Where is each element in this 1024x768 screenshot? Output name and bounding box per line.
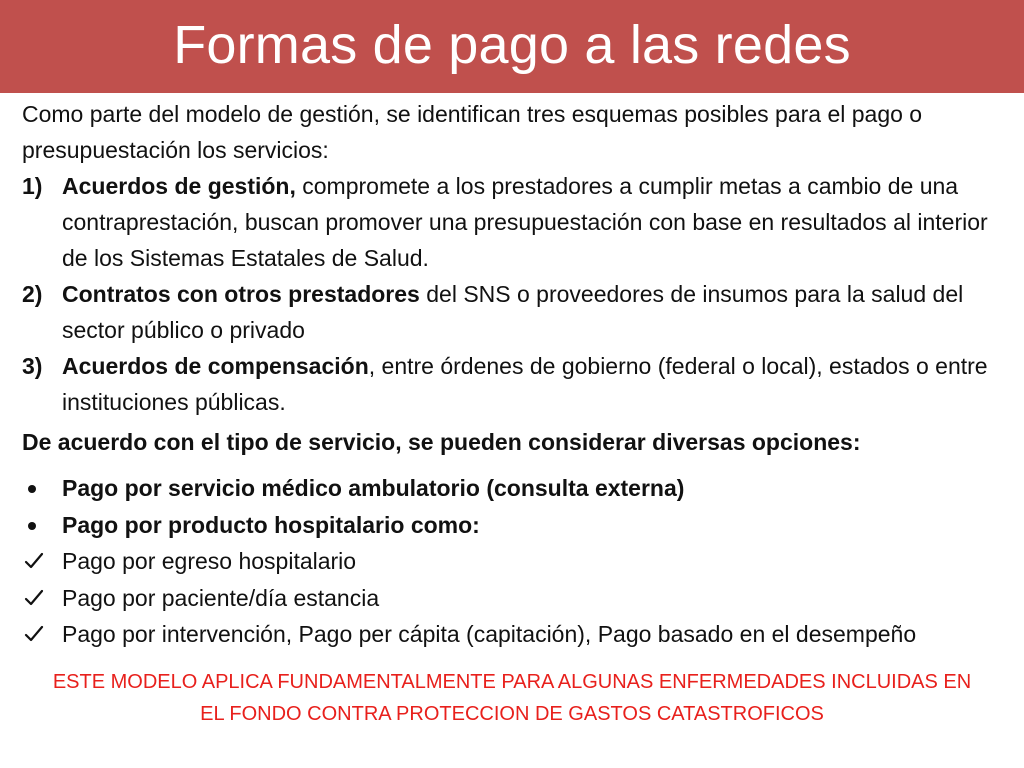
checkmark-icon xyxy=(24,624,44,644)
item-number: 3) xyxy=(22,353,43,379)
title-bar xyxy=(0,0,1024,93)
item-text: compromete a los prestadores a cumplir metas a cambio de una contraprestación, buscan promover una presupuestación con base en resultados al interior de los Sistemas Estatales de Salud. xyxy=(62,173,988,271)
options-list xyxy=(22,470,1017,653)
item-heading: Acuerdos de compensación xyxy=(62,353,369,379)
footnote-warning xyxy=(0,666,1024,730)
item-number: 1) xyxy=(22,173,43,199)
list-item-text: Pago por intervención, Pago per cápita (capitación), Pago basado en el desempeño xyxy=(62,621,917,647)
list-item-text: Pago por egreso hospitalario xyxy=(62,548,357,574)
item-text: del SNS o proveedores de insumos para la salud del sector público o privado xyxy=(62,281,964,343)
item-heading: Acuerdos de gestión, xyxy=(62,173,296,199)
list-item-text: Pago por producto hospitalario como: xyxy=(62,511,480,538)
list-item-text: Pago por paciente/día estancia xyxy=(62,584,380,611)
slide-content xyxy=(22,96,1017,653)
checkmark-icon xyxy=(24,588,44,608)
options-subheading: De acuerdo con el tipo de servicio, se pueden considerar diversas opciones: xyxy=(22,429,861,455)
footnote-line: EL FONDO CONTRA PROTECCION DE GASTOS CATASTROFICOS xyxy=(200,703,824,725)
numbered-item xyxy=(22,276,1017,348)
bullet-dot-icon xyxy=(28,522,36,530)
list-item xyxy=(22,580,1017,617)
item-heading: Contratos con otros prestadores xyxy=(62,281,420,307)
bullet-dot-icon xyxy=(28,485,36,493)
list-item xyxy=(22,507,1017,544)
list-item xyxy=(22,616,1017,653)
intro-paragraph: Como parte del modelo de gestión, se identifican tres esquemas posibles para el pago o presupuestación los servicios: xyxy=(22,101,923,163)
list-item xyxy=(22,470,1017,507)
checkmark-icon xyxy=(24,551,44,571)
item-number: 2) xyxy=(22,281,43,307)
slide-title: Formas de pago a las redes xyxy=(173,15,851,75)
numbered-item xyxy=(22,168,1017,276)
numbered-item xyxy=(22,348,1017,420)
list-item-text: Pago por servicio médico ambulatorio (consulta externa) xyxy=(62,475,685,501)
item-text: , entre órdenes de gobierno (federal o local), estados o entre instituciones públicas. xyxy=(62,353,988,415)
list-item xyxy=(22,543,1017,580)
numbered-list xyxy=(22,168,1017,420)
footnote-line: ESTE MODELO APLICA FUNDAMENTALMENTE PARA ALGUNAS ENFERMEDADES INCLUIDAS EN xyxy=(52,671,972,693)
